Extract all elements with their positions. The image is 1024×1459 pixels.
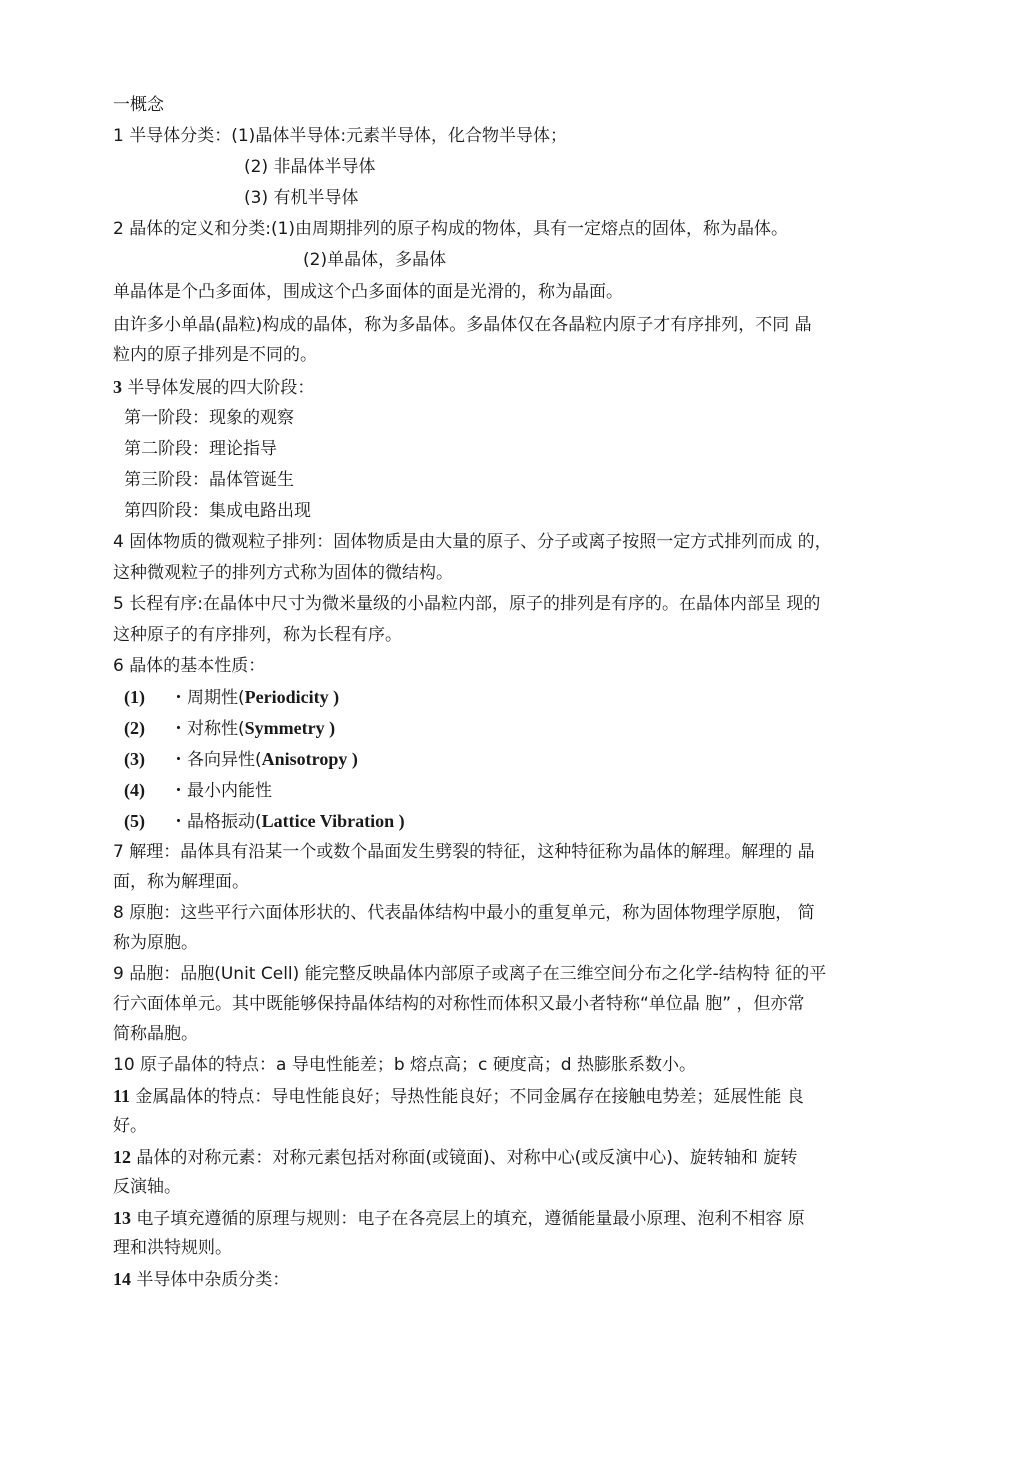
s3-title: 半导体发展的四大阶段：	[127, 378, 315, 398]
s5-line1	[113, 592, 820, 616]
s1-item1: (1)晶体半导体:元素半导体，化合物半导体；	[231, 126, 568, 146]
s13-line2: 理和洪特规则。	[113, 1238, 232, 1258]
s10-line	[113, 1053, 696, 1077]
s4-text: 固体物质的微观粒子排列：固体物质是由大量的原子、分子或离子按照一定方式排列而成 的，	[129, 532, 832, 552]
s6-property-1-en: Periodicity )	[244, 687, 340, 707]
s1-item3: (3) 有机半导体	[244, 188, 359, 208]
s9-line1	[113, 962, 826, 986]
s13-number: 13	[113, 1208, 131, 1228]
s1-number: 1	[113, 126, 124, 146]
s3-number: 3	[113, 377, 122, 397]
s6-property-2-en: Symmetry )	[244, 718, 336, 738]
s4-line1	[113, 530, 832, 554]
s1-title: 半导体分类：	[129, 126, 232, 146]
s8-line1	[113, 901, 815, 925]
s6-property-4-zh: ・最小内能性	[170, 781, 272, 801]
s5-text: 长程有序:在晶体中尺寸为微米量级的小晶粒内部，原子的排列是有序的。在晶体内部呈 现的	[129, 594, 821, 614]
s8-line2: 称为原胞。	[113, 933, 198, 953]
s11-line2: 好。	[113, 1116, 147, 1136]
s6-property-1-zh: ・周期性(	[170, 688, 245, 708]
s9-line2: 行六面体单元。其中既能够保持晶体结构的对称性而体积又最小者特称“单位晶 胞” ，但亦常	[113, 994, 805, 1014]
s3-stage-4: 第四阶段：集成电路出现	[124, 501, 311, 521]
s2-paragraph2-line2: 粒内的原子排列是不同的。	[113, 345, 317, 365]
s5-number: 5	[113, 594, 124, 614]
s13-text: 电子填充遵循的原理与规则：电子在各亮层上的填充，遵循能量最小原理、泡利不相容 原	[136, 1209, 805, 1229]
s12-number: 12	[113, 1147, 131, 1167]
s6-title-line	[113, 654, 265, 678]
s6-title: 晶体的基本性质：	[129, 656, 266, 676]
s2-paragraph2-line1: 由许多小单晶(晶粒)构成的晶体，称为多晶体。多晶体仅在各晶粒内原子才有序排列，不同 晶	[113, 315, 812, 335]
s6-property-1	[124, 685, 339, 709]
s14-number: 14	[113, 1269, 131, 1289]
s3-stage-3: 第三阶段：晶体管诞生	[124, 470, 294, 490]
s6-property-4-number: (4)	[124, 780, 145, 800]
s10-number: 10	[113, 1055, 135, 1075]
s12-line2: 反演轴。	[113, 1177, 181, 1197]
s7-line1	[113, 840, 815, 864]
s9-number: 9	[113, 964, 124, 984]
s13-line1	[113, 1206, 805, 1230]
s2-number: 2	[113, 219, 124, 239]
s3-title-line	[113, 375, 314, 399]
s6-property-3-number: (3)	[124, 749, 145, 769]
s14-title-line	[113, 1267, 289, 1291]
s3-stage-1: 第一阶段：现象的观察	[124, 408, 294, 428]
s11-number: 11	[113, 1086, 131, 1106]
s6-property-5-number: (5)	[124, 811, 145, 831]
s7-line2: 面，称为解理面。	[113, 872, 249, 892]
s3-stage-2: 第二阶段：理论指导	[124, 439, 277, 459]
s1-item2: (2) 非晶体半导体	[244, 157, 376, 177]
s6-property-3-zh: ・各向异性(	[170, 750, 262, 770]
s6-property-3	[124, 747, 358, 771]
s2-item2: (2)单晶体，多晶体	[303, 250, 447, 270]
s9-text: 品胞：品胞(Unit Cell) 能完整反映晶体内部原子或离子在三维空间分布之化学-结构特 征的平	[129, 964, 827, 984]
s6-property-2-number: (2)	[124, 718, 145, 738]
s12-text: 晶体的对称元素：对称元素包括对称面(或镜面)、对称中心(或反演中心)、旋转轴和 旋转	[136, 1148, 798, 1168]
section-heading: 一概念	[113, 95, 164, 115]
s14-title: 半导体中杂质分类：	[136, 1270, 290, 1290]
s12-line1	[113, 1145, 797, 1169]
s10-text: 原子晶体的特点：a 导电性能差；b 熔点高；c 硬度高；d 热膨胀系数小。	[140, 1055, 697, 1075]
s6-property-1-number: (1)	[124, 687, 145, 707]
s9-line3: 简称晶胞。	[113, 1024, 198, 1044]
s6-number: 6	[113, 656, 124, 676]
s5-line2: 这种原子的有序排列，称为长程有序。	[113, 625, 402, 645]
s6-property-2	[124, 716, 335, 740]
s4-number: 4	[113, 532, 124, 552]
s4-line2: 这种微观粒子的排列方式称为固体的微结构。	[113, 563, 453, 583]
s1-title-line	[113, 124, 567, 148]
s8-number: 8	[113, 903, 124, 923]
s6-property-5-en: Lattice Vibration )	[261, 811, 405, 831]
s7-text: 解理：晶体具有沿某一个或数个晶面发生劈裂的特征，这种特征称为晶体的解理。解理的 晶	[129, 842, 815, 862]
s2-paragraph1: 单晶体是个凸多面体，围成这个凸多面体的面是光滑的，称为晶面。	[113, 282, 623, 302]
s2-line1	[113, 217, 788, 241]
s6-property-4	[124, 778, 272, 802]
s6-property-5-zh: ・晶格振动(	[170, 812, 262, 832]
s6-property-2-zh: ・对称性(	[170, 719, 245, 739]
s6-property-3-en: Anisotropy )	[261, 749, 358, 769]
s6-property-5	[124, 809, 405, 833]
s7-number: 7	[113, 842, 124, 862]
s11-line1	[113, 1084, 804, 1108]
s8-text: 原胞：这些平行六面体形状的、代表晶体结构中最小的重复单元，称为固体物理学原胞， 简	[129, 903, 815, 923]
s2-text: 晶体的定义和分类:(1)由周期排列的原子构成的物体，具有一定熔点的固体，称为晶体。	[129, 219, 789, 239]
s11-text: 金属晶体的特点：导电性能良好；导热性能良好；不同金属存在接触电势差；延展性能 良	[135, 1087, 804, 1107]
